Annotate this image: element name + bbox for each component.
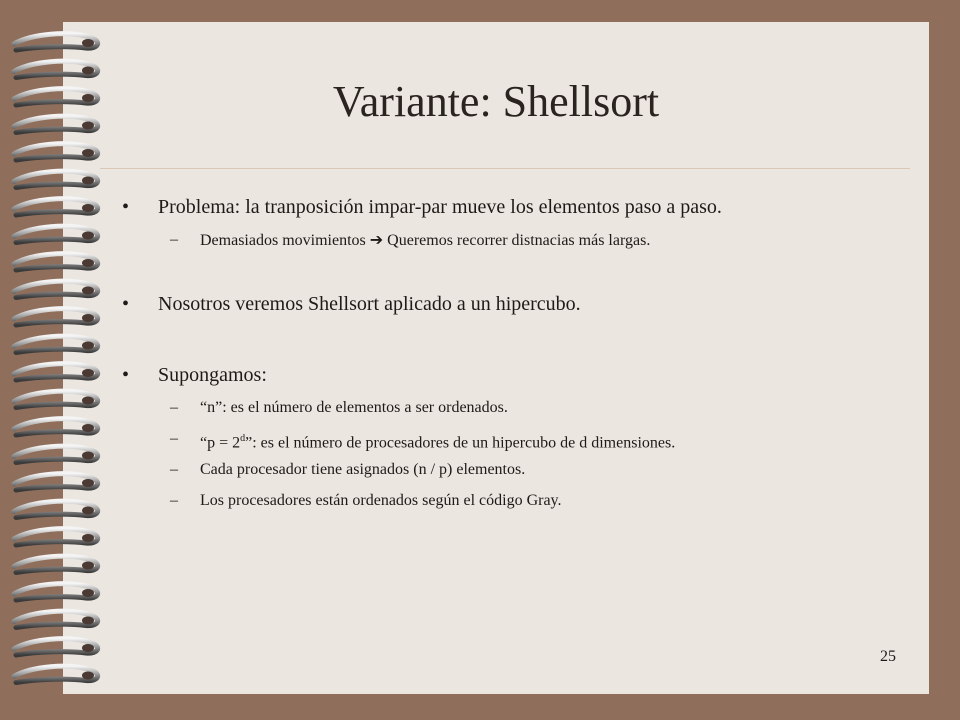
binding-hole [82, 259, 94, 267]
bullet-dot: • [122, 293, 130, 315]
sub-bullet-text-before: Demasiados movimientos [200, 232, 370, 249]
binding-hole [82, 424, 94, 432]
binding-hole [82, 177, 94, 185]
binding-hole [82, 149, 94, 157]
arrow-icon: ➔ [369, 230, 384, 249]
bullet-text: Nosotros veremos Shellsort aplicado a un hipercubo. [158, 293, 581, 315]
sub-bullet-text-after: ”: es el número de procesadores de un hipercubo de d dimensiones. [245, 434, 676, 452]
sub-bullet-dash: – [170, 461, 178, 478]
title-divider [100, 168, 910, 169]
sub-bullet-dash: – [170, 430, 178, 447]
binding-hole [82, 452, 94, 460]
binding-hole [82, 589, 94, 597]
bullet-dot: • [122, 364, 130, 386]
slide-title: Variante: Shellsort [332, 77, 660, 126]
binding-hole [82, 644, 94, 652]
binding-hole [82, 369, 94, 377]
sub-bullet-text-before: “p = 2 [200, 434, 241, 452]
binding-hole [82, 562, 94, 570]
binding-hole [82, 39, 94, 47]
page-number: 25 [880, 648, 896, 665]
sub-bullet-text: “n”: es el número de elementos a ser ordenados. [200, 399, 508, 416]
binding-hole [82, 507, 94, 515]
sub-bullet-dash: – [170, 492, 178, 509]
binding-hole [82, 232, 94, 240]
binding-hole [82, 314, 94, 322]
binding-hole [82, 204, 94, 212]
binding-hole [82, 672, 94, 680]
bullet-text: Supongamos: [158, 364, 267, 386]
binding-hole [82, 617, 94, 625]
binding-hole [82, 479, 94, 487]
bullet-text: Problema: la tranposición impar-par mueve los elementos paso a paso. [158, 196, 722, 218]
sub-bullet-dash: – [170, 399, 178, 416]
sub-bullet-dash: – [170, 231, 178, 248]
sub-bullet-text-after: Queremos recorrer distnacias más largas. [383, 232, 651, 249]
bullet-dot: • [122, 196, 130, 218]
sub-bullet-text: Cada procesador tiene asignados (n / p) elementos. [200, 461, 526, 478]
binding-hole [82, 342, 94, 350]
binding-hole [82, 287, 94, 295]
binding-hole [82, 397, 94, 405]
sub-bullet-text: Los procesadores están ordenados según el código Gray. [200, 492, 562, 509]
binding-hole [82, 534, 94, 542]
superscript-d: d [240, 433, 246, 444]
